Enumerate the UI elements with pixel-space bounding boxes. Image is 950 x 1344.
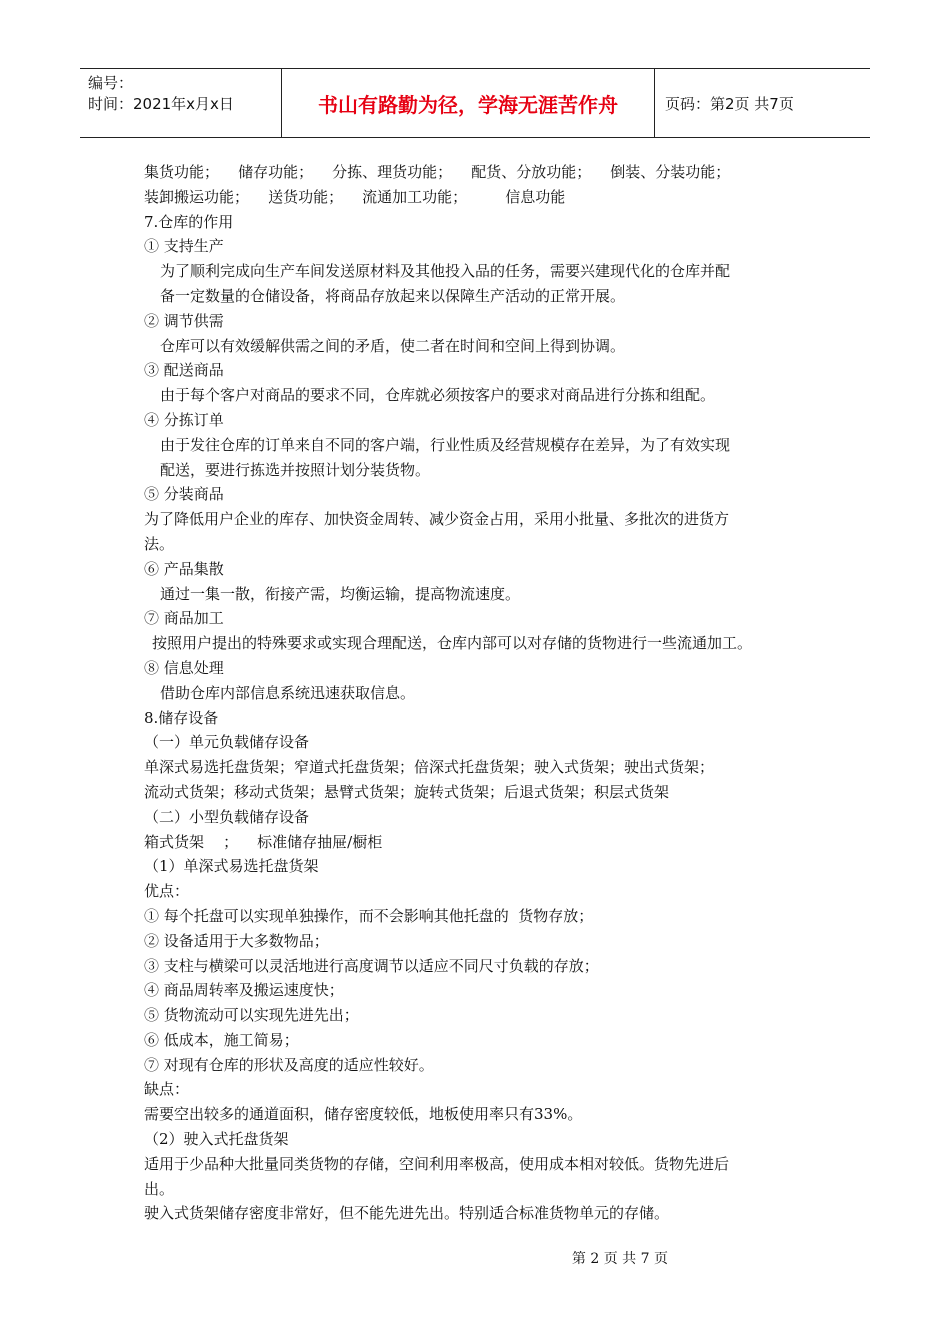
body-line: 仓库可以有效缓解供需之间的矛盾，使二者在时间和空间上得到协调。 bbox=[160, 336, 626, 355]
body-line: 出。 bbox=[144, 1179, 175, 1198]
document-number: 编号： bbox=[88, 74, 134, 92]
list-item-heading: ⑥ 产品集散 bbox=[144, 559, 224, 578]
list-item-heading: ① 支持生产 bbox=[144, 237, 224, 256]
footer-page-number: 第 2 页 共 7 页 bbox=[571, 1251, 668, 1267]
header-page-number: 页码：第2页 共7页 bbox=[665, 94, 794, 113]
body-line: 借助仓库内部信息系统迅速获取信息。 bbox=[160, 683, 416, 702]
body-line: 为了顺利完成向生产车间发送原材料及其他投入品的任务，需要兴建现代化的仓库并配 bbox=[160, 262, 731, 281]
list-item-heading: ② 调节供需 bbox=[144, 311, 224, 330]
body-line: 需要空出较多的通道面积，储存密度较低，地板使用率只有33%。 bbox=[144, 1105, 583, 1124]
list-item-heading: ④ 分拣订单 bbox=[144, 410, 224, 429]
body-line: 由于发往仓库的订单来自不同的客户端，行业性质及经营规模存在差异，为了有效实现 bbox=[160, 435, 731, 454]
body-line: 按照用户提出的特殊要求或实现合理配送，仓库内部可以对存储的货物进行一些流通加工。 bbox=[152, 634, 753, 653]
header-meta bbox=[80, 69, 282, 137]
list-item: ⑥ 低成本，施工简易； bbox=[144, 1030, 299, 1049]
body-line: 单深式易选托盘货架；窄道式托盘货架；倍深式托盘货架；驶入式货架；驶出式货架； bbox=[144, 758, 715, 777]
list-item: ⑤ 货物流动可以实现先进先出； bbox=[144, 1006, 359, 1025]
list-item: ⑦ 对现有仓库的形状及高度的适应性较好。 bbox=[144, 1055, 434, 1074]
body-line: 驶入式货架储存密度非常好，但不能先进先出。特别适合标准货物单元的存储。 bbox=[144, 1204, 670, 1223]
document-body bbox=[144, 160, 824, 1226]
body-line: 法。 bbox=[144, 534, 175, 553]
list-item: ② 设备适用于大多数物品； bbox=[144, 931, 329, 950]
page-footer bbox=[0, 1248, 950, 1268]
list-item-heading: ⑦ 商品加工 bbox=[144, 609, 224, 628]
body-line: 缺点： bbox=[144, 1080, 190, 1099]
document-date: 时间：2021年x月x日 bbox=[88, 95, 234, 113]
list-item-heading: ⑧ 信息处理 bbox=[144, 658, 224, 677]
page-header bbox=[80, 68, 870, 138]
body-line: 装卸搬运功能； 送货功能； 流通加工功能； 信息功能 bbox=[144, 187, 566, 206]
body-line: 配送，要进行拣选并按照计划分装货物。 bbox=[160, 460, 431, 479]
body-line: 优点： bbox=[144, 882, 190, 901]
body-line: 集货功能； 储存功能； 分拣、理货功能； 配货、分放功能； 倒装、分装功能； bbox=[144, 163, 731, 181]
header-motto: 书山有路勤为径，学海无涯苦作舟 bbox=[282, 69, 655, 137]
body-line: 通过一集一散，衔接产需，均衡运输，提高物流速度。 bbox=[160, 584, 521, 603]
body-line: 箱式货架 ； 标准储存抽屉/橱柜 bbox=[144, 832, 383, 851]
body-line: 由于每个客户对商品的要求不同，仓库就必须按客户的要求对商品进行分拣和组配。 bbox=[160, 386, 716, 405]
list-item-heading: ⑤ 分装商品 bbox=[144, 485, 224, 504]
body-line: 为了降低用户企业的库存、加快资金周转、减少资金占用，采用小批量、多批次的进货方 bbox=[144, 510, 730, 529]
subsection-heading: （二）小型负载储存设备 bbox=[144, 807, 310, 826]
subsection-heading: （2）驶入式托盘货架 bbox=[144, 1130, 289, 1149]
list-item: ③ 支柱与横梁可以灵活地进行高度调节以适应不同尺寸负载的存放； bbox=[144, 956, 599, 975]
list-item-heading: ③ 配送商品 bbox=[144, 361, 224, 380]
section-heading: 8.储存设备 bbox=[144, 708, 219, 727]
subsection-heading: （1）单深式易选托盘货架 bbox=[144, 857, 319, 876]
body-line: 流动式货架；移动式货架；悬臂式货架；旋转式货架；后退式货架；积层式货架 bbox=[144, 782, 670, 801]
list-item: ④ 商品周转率及搬运速度快； bbox=[144, 981, 344, 1000]
subsection-heading: （一）单元负载储存设备 bbox=[144, 733, 310, 752]
body-line: 适用于少品种大批量同类货物的存储，空间利用率极高，使用成本相对较低。货物先进后 bbox=[144, 1154, 730, 1173]
section-heading: 7.仓库的作用 bbox=[144, 212, 234, 231]
list-item: ① 每个托盘可以实现单独操作，而不会影响其他托盘的 货物存放； bbox=[144, 906, 594, 925]
body-line: 备一定数量的仓储设备，将商品存放起来以保障生产活动的正常开展。 bbox=[160, 286, 626, 305]
